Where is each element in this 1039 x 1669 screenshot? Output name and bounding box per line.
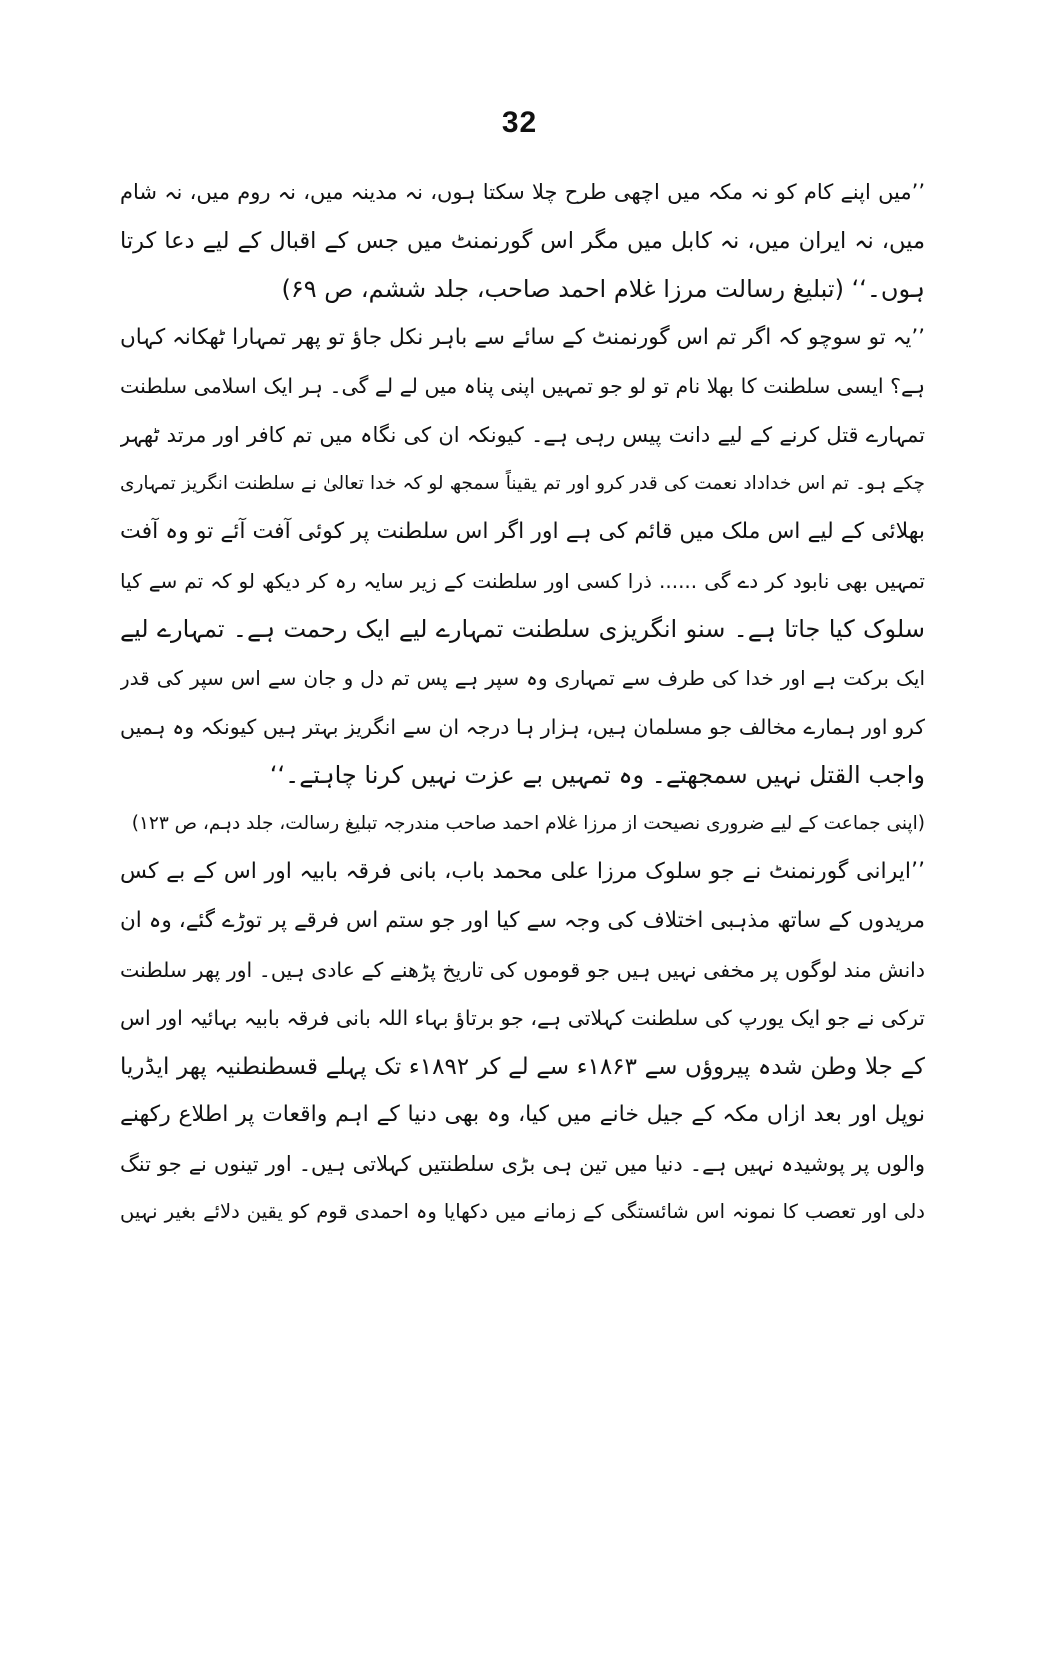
text-line: ’’ایرانی گورنمنٹ نے جو سلوک مرزا علی محمد باب، بانی فرقہ بابیہ اور اس کے بے کس <box>120 859 925 885</box>
page-number: 32 <box>501 106 538 139</box>
body-text <box>120 168 925 1237</box>
text-line: ترکی نے جو ایک یورپ کی سلطنت کہلاتی ہے، جو برتاؤ بہاء اللہ بانی فرقہ بابیہ بہائیہ اور اس <box>120 1006 925 1031</box>
text-line: کرو اور ہمارے مخالف جو مسلمان ہیں، ہزار ہا درجہ ان سے انگریز بہتر ہیں کیونکہ وہ ہمیں <box>120 714 925 739</box>
text-line: سلوک کیا جاتا ہے۔ سنو انگریزی سلطنت تمہارے لیے ایک رحمت ہے۔ تمہارے لیے <box>120 615 925 644</box>
text-line: بھلائی کے لیے اس ملک میں قائم کی ہے اور اگر اس سلطنت پر کوئی آفت آئے تو وہ آفت <box>120 519 925 545</box>
text-line-with-citation: ہوں۔‘‘ (تبلیغ رسالت مرزا غلام احمد صاحب، جلد ششم، ص ۶۹) <box>281 275 925 304</box>
text-line: نوپل اور بعد ازاں مکہ کے جیل خانے میں کیا، وہ بھی دنیا کے اہم واقعات پر اطلاع رکھنے <box>120 1102 925 1128</box>
citation-line: (اپنی جماعت کے لیے ضروری نصیحت از مرزا غلام احمد صاحب مندرجہ تبلیغ رسالت، جلد دہم، ص ۱۲۳) <box>131 812 925 834</box>
text-line: چکے ہو۔ تم اس خداداد نعمت کی قدر کرو اور تم یقیناً سمجھ لو کہ خدا تعالیٰ نے سلطنت انگریز تمہاری <box>120 472 925 494</box>
text-line: دلی اور تعصب کا نمونہ اس شائستگی کے زمانے میں دکھایا وہ احمدی قوم کو یقین دلائے بغیر نہیں <box>120 1200 925 1224</box>
text-line: میں، نہ ایران میں، نہ کابل میں مگر اس گورنمنٹ میں جس کے اقبال کے لیے دعا کرتا <box>120 227 925 254</box>
text-line: دانش مند لوگوں پر مخفی نہیں ہیں جو قوموں کی تاریخ پڑھنے کے عادی ہیں۔ اور پھر سلطنت <box>120 957 925 982</box>
text-line: ہے؟ ایسی سلطنت کا بھلا نام تو لو جو تمہیں اپنی پناہ میں لے لے گی۔ ہر ایک اسلامی سلطنت <box>120 374 925 399</box>
text-line: تمہارے قتل کرنے کے لیے دانت پیس رہی ہے۔ کیونکہ ان کی نگاہ میں تم کافر اور مرتد ٹھہر <box>120 422 925 447</box>
text-line: واجب القتل نہیں سمجھتے۔ وہ تمہیں بے عزت نہیں کرنا چاہتے۔‘‘ <box>269 761 925 790</box>
text-line: والوں پر پوشیدہ نہیں ہے۔ دنیا میں تین ہی بڑی سلطنتیں کہلاتی ہیں۔ اور تینوں نے جو تنگ <box>120 1151 925 1176</box>
text-line: کے جلا وطن شدہ پیروؤں سے ۱۸۶۳ء سے لے کر ۱۸۹۲ء تک پہلے قسطنطنیہ پھر ایڈریا <box>120 1053 925 1080</box>
text-line: مریدوں کے ساتھ مذہبی اختلاف کی وجہ سے کیا اور جو ستم اس فرقے پر توڑے گئے، وہ ان <box>120 907 925 933</box>
text-line: تمہیں بھی نابود کر دے گی ...... ذرا کسی اور سلطنت کے زیر سایہ رہ کر دیکھ لو کہ تم سے کیا <box>120 568 925 593</box>
text-line: ’’یہ تو سوچو کہ اگر تم اس گورنمنٹ کے سائے سے باہر نکل جاؤ تو پھر تمہارا ٹھکانہ کہاں <box>120 324 925 350</box>
text-line: ایک برکت ہے اور خدا کی طرف سے تمہاری وہ سپر ہے پس تم دل و جان سے اس سپر کی قدر <box>120 665 925 690</box>
text-line: ’’میں اپنے کام کو نہ مکہ میں اچھی طرح چلا سکتا ہوں، نہ مدینہ میں، نہ روم میں، نہ شام <box>120 180 925 204</box>
